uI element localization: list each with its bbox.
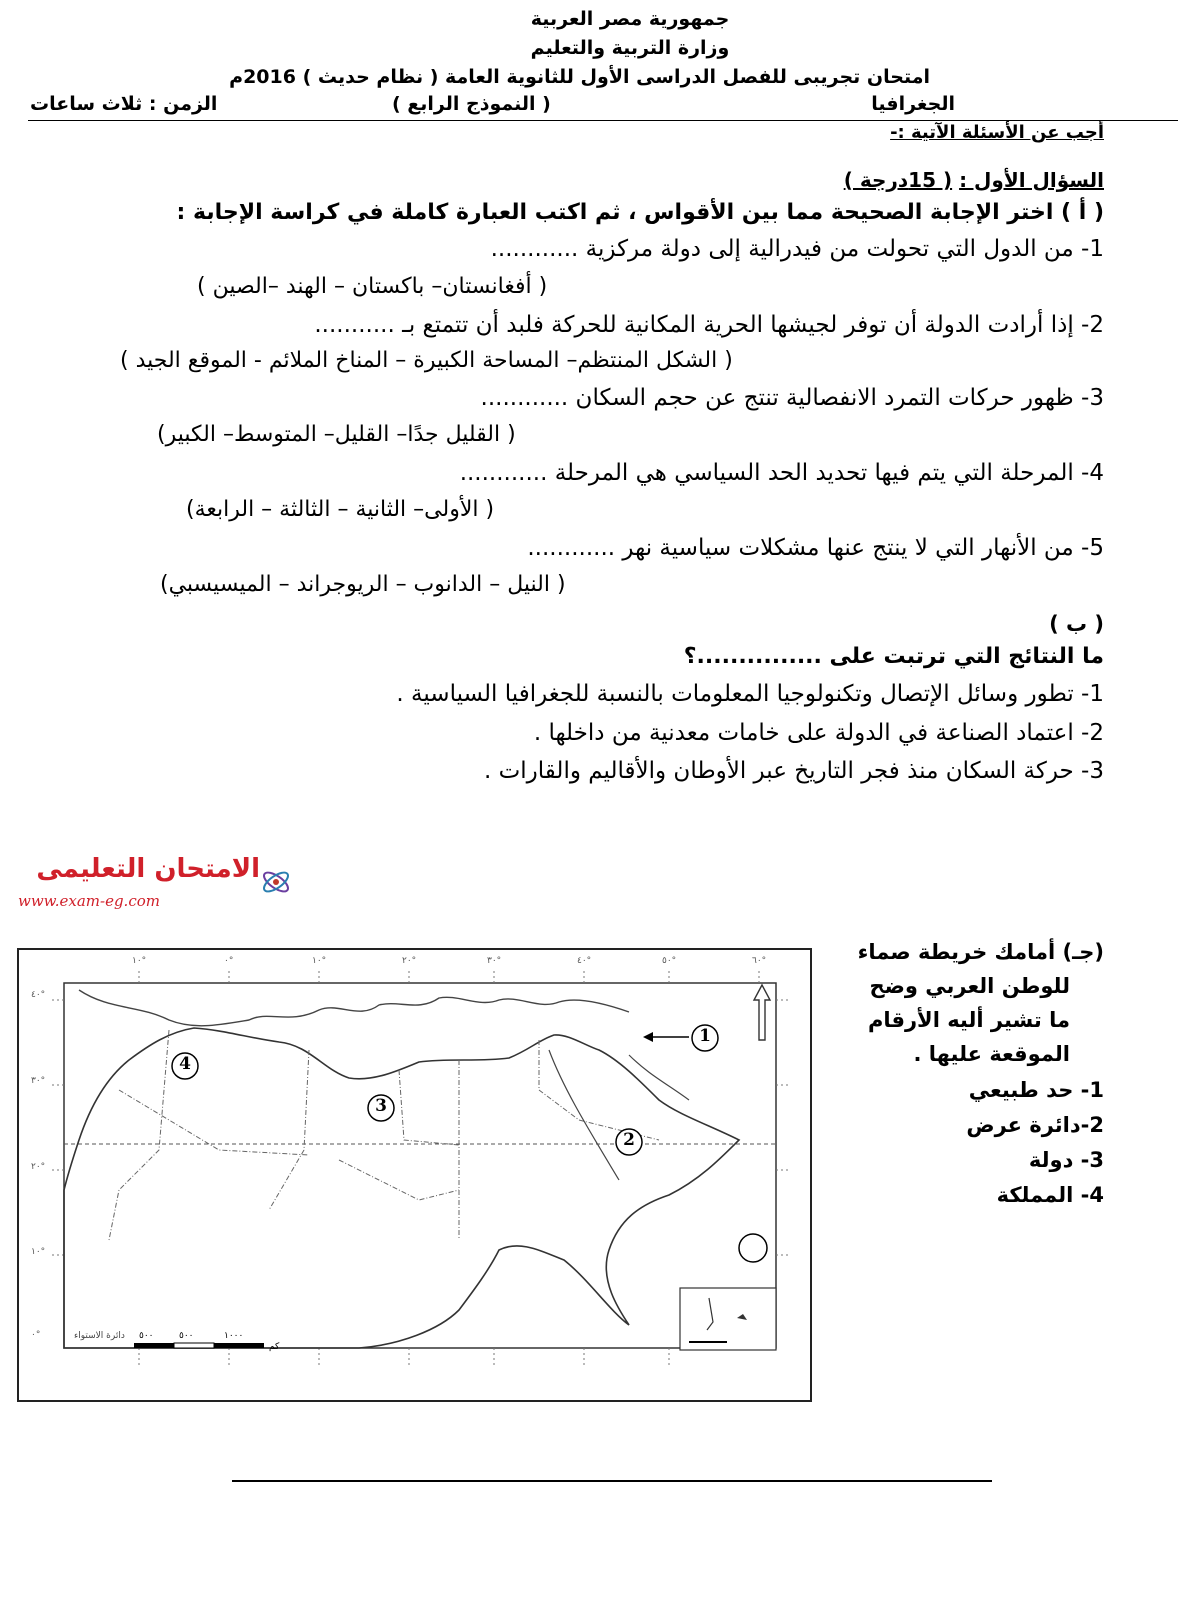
map-drawing	[19, 950, 810, 1400]
q1-item-4-options: ( الأولى– الثانية – الثالثة – الرابعة)	[186, 497, 495, 522]
header-exam-title: امتحان تجريبى للفصل الدراسى الأول للثانوية العامة ( نظام حديث ) 2016م	[229, 66, 930, 88]
q1-item-2: 2- إذا أرادت الدولة أن توفر لجيشها الحرية المكانية للحركة فلبد أن تتمتع بـ ...........	[314, 312, 1104, 338]
lat-label-10: ١٠°	[31, 1247, 46, 1257]
footer-rule	[232, 1480, 992, 1482]
q1-item-5: 5- من الأنهار التي لا ينتج عنها مشكلات سياسية نهر ............	[527, 535, 1104, 561]
lat-label-20: ٢٠°	[31, 1162, 46, 1172]
q1-item-1: 1- من الدول التي تحولت من فيدرالية إلى دولة مركزية ............	[490, 236, 1104, 262]
q1-b-item-2: 2- اعتماد الصناعة في الدولة على خامات معدنية من داخلها .	[533, 720, 1104, 746]
q1-item-3: 3- ظهور حركات التمرد الانفصالية تنتج عن حجم السكان ............	[480, 385, 1104, 411]
header-ministry: وزارة التربية والتعليم	[530, 37, 730, 59]
q1-item-1-options: ( أفغانستان– باكستان – الهند –الصين )	[197, 274, 548, 299]
lon-label-1: ١٠°	[132, 956, 147, 966]
part-c-line-2: للوطن العربي وضح	[869, 974, 1070, 998]
q1-part-b: ( ب )	[1049, 612, 1104, 636]
scale-label-1: ٥٠٠	[139, 1331, 154, 1341]
map-marker-3: 3	[375, 1096, 387, 1116]
q1-title-row	[844, 168, 1104, 192]
q1-title: السؤال الأول :	[959, 168, 1104, 192]
lon-label-7: ٥٠°	[662, 956, 677, 966]
q1-item-3-options: ( القليل جدًا– القليل– المتوسط– الكبير)	[157, 422, 516, 447]
lon-label-2: ٠°	[224, 956, 234, 966]
lon-label-3: ١٠°	[312, 956, 327, 966]
q1-b-item-1: 1- تطور وسائل الإتصال وتكنولوجيا المعلومات بالنسبة للجغرافيا السياسية .	[396, 681, 1104, 707]
map-marker-2: 2	[623, 1130, 635, 1150]
logo-name	[36, 854, 260, 884]
part-c-items	[966, 1073, 1104, 1213]
part-c-item-2: 2-دائرة عرض	[966, 1113, 1104, 1137]
arab-world-blank-map	[17, 948, 812, 1402]
q1-part-b-question: ما النتائج التي ترتبت على ...............؟	[683, 644, 1104, 669]
equator-label: دائرة الاستواء	[74, 1331, 125, 1341]
instructions: أجب عن الأسئلة الآتية :-	[890, 122, 1104, 143]
scale-label-2: ٥٠٠	[179, 1331, 194, 1341]
part-c-item-1: 1- حد طبيعي	[968, 1078, 1104, 1102]
scale-unit-label: كم	[269, 1342, 280, 1352]
lat-label-30: ٣٠°	[31, 1076, 46, 1086]
lat-label-40: ٤٠°	[31, 990, 46, 1000]
header-time: الزمن : ثلاث ساعات	[30, 93, 218, 115]
logo-name-text: الامتحان التعليمى	[36, 854, 260, 884]
q1-item-5-options: ( النيل – الدانوب – الريوجراند – الميسيسبي)	[160, 572, 566, 597]
q1-item-4: 4- المرحلة التي يتم فيها تحديد الحد السياسي هي المرحلة ............	[459, 460, 1104, 486]
header-country: جمهورية مصر العربية	[530, 8, 730, 30]
q1-item-2-options: ( الشكل المنتظم– المساحة الكبيرة – المناخ الملائم - الموقع الجيد )	[120, 348, 733, 373]
lon-label-4: ٢٠°	[402, 956, 417, 966]
part-c-prompt	[858, 935, 1104, 1071]
q1-b-item-3: 3- حركة السكان منذ فجر التاريخ عبر الأوطان والأقاليم والقارات .	[484, 758, 1104, 784]
part-c-line-3: ما تشير أليه الأرقام	[867, 1008, 1070, 1032]
lon-label-5: ٣٠°	[487, 956, 502, 966]
header-model: ( النموذج الرابع )	[392, 93, 551, 115]
part-c-item-3: 3- دولة	[1028, 1148, 1104, 1172]
lon-label-8: ٦٠°	[752, 956, 767, 966]
q1-score: ( 15درجة )	[843, 168, 953, 192]
scale-label-3: ١٠٠٠	[224, 1331, 244, 1341]
part-c-line-4: الموقعة عليها .	[913, 1042, 1070, 1066]
lon-label-6: ٤٠°	[577, 956, 592, 966]
header-rule	[28, 120, 1178, 121]
q1-part-a: ( أ ) اختر الإجابة الصحيحة مما بين الأقواس ، ثم اكتب العبارة كاملة في كراسة الإجابة :	[176, 200, 1104, 225]
map-marker-4: 4	[179, 1054, 191, 1074]
map-marker-1: 1	[699, 1026, 711, 1046]
part-c-line-1: (جـ) أمامك خريطة صماء	[857, 940, 1104, 964]
logo-url: www.exam-eg.com	[18, 892, 160, 910]
header-subject: الجغرافيا	[871, 93, 955, 115]
lat-label-0: ٠°	[31, 1330, 41, 1340]
part-c-item-4: 4- المملكة	[996, 1183, 1104, 1207]
site-logo	[14, 852, 294, 916]
